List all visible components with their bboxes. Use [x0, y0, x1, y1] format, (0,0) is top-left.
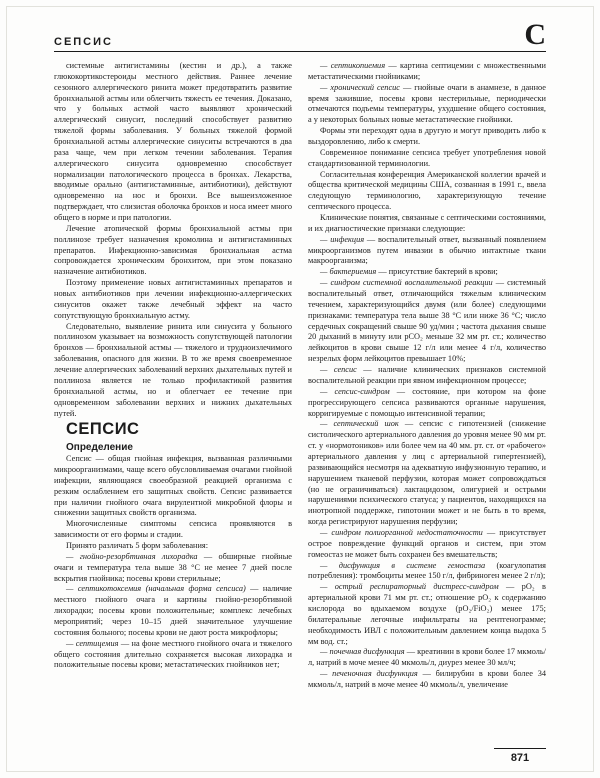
- list-item-body: (коагулопатия потребления): тромбоциты менее 150 г/л, фибриноген менее 2 г/л);: [308, 560, 546, 581]
- list-item: [308, 235, 546, 268]
- list-item-term: — острый респираторный дистресс-синдром: [320, 582, 499, 592]
- list-item: [54, 552, 292, 585]
- paragraph: Сепсис — общая гнойная инфекция, вызванная различными микроорганизмами, чаще всего обусловливаемая очагами гнойной инфекции, являющаяся своеобразной реакцией организма с резким ослаблением его защитных свойств. Сепсис развивается при наличии гнойного очага вирулентной микробной флоры и снижении защитных свойств организма.: [54, 454, 292, 518]
- list-item-body: — обширные гнойные очаги и температура тела выше 38 °С не менее 7 дней после вскрытия гнойника; посевы крови стерильные;: [54, 551, 292, 583]
- list-item-body: — системный воспалительный ответ, отличающийся тяжелым клиническим течением, характеризующийся двумя (или более) следующими признаками: температура тела выше 38 °С или ниже 36 °С; число сердечных сокращений свыше 90 уд/мин ; частота дыхания свыше 20 дыханий в минуту или рСО₂ меньше 32 мм рт. ст.; количество лейкоцитов в крови свыше 12 г/л или менее 4 г/л, количество незрелых форм лейкоцитов превышает 10%;: [308, 278, 546, 364]
- list-item: [308, 419, 546, 528]
- running-title: СЕПСИС: [54, 36, 113, 48]
- list-item: [308, 528, 546, 561]
- list-item-term: — бактериемия: [320, 267, 377, 277]
- paragraph: Современное понимание сепсиса требует употребления новой стандартизованной терминологии.: [308, 147, 546, 168]
- list-item-body: — билирубин в крови более 34 мкмоль/л, натрий в моче менее 40 мкмоль/л, увеличение: [308, 669, 546, 689]
- list-item: [308, 83, 546, 126]
- list-item: [54, 639, 292, 672]
- list-item-body: — состояние, при котором на фоне прогрессирующего сепсиса развиваются органные нарушения, корригируемые с помощью интенсивной терапии;: [308, 386, 546, 418]
- list-item-body: — гнойные очаги в анамнезе, в данное время зажившие, посевы крови нестерильные, периодически отмечаются подъемы температуры, ухудшение общего состояния, а у некоторых больных новые метастатические гнойники.: [308, 82, 546, 125]
- list-item: [308, 267, 546, 278]
- paragraph: Следовательно, выявление ринита или синусита у больного поллинозом указывает на возможность сопутствующей патологии бронхов — бронхиальной астмы — тяжелого и трудноизлечимого заболевания, опасного для жизни. В то же время своевременное лечение аллергических заболеваний верхних дыхательных путей и поллиноза является не только профилактикой развития бронхиальной астмы, но и облегчает ее течение при одновременном заболевании верхних и нижних дыхательных путей.: [54, 321, 292, 418]
- paragraph: Согласительная конференция Американской коллегии врачей и общества критической медицины США, созванная в 1991 г., ввела следующую терминологию, характеризующую течение септического процесса.: [308, 169, 546, 212]
- list-item: [54, 584, 292, 638]
- list-item-body: — наличие клинических признаков системной воспалительной реакции при явном инфекционном процессе;: [308, 365, 546, 385]
- paragraph: Принято различать 5 форм заболевания:: [66, 540, 209, 550]
- list-item-term: — синдром полиорганной недостаточности: [320, 527, 483, 537]
- list-item-body: — рО₂ в артериальной крови 71 мм рт. ст.; отношение рО₂ к содержанию кислорода во вдыхаемом воздухе (рО₂/FiО₂) менее 175; билатеральные легочные инфильтраты на рентгенограмме; необходимость ИВЛ с положительным давлением конца выдоха 5 мм вод. ст.;: [308, 582, 546, 646]
- list-item-body: — сепсис с гипотензией (снижение систолического артериального давления до уровня менее 90 мм рт. ст. у «нормотоников» или более чем на 40 мм. рт. ст. от «рабочего» артериального давления у лиц с артериальной гипертензией), развивающийся несмотря на адекватную инфузионную терапию, и нарушением тканевой перфузии, которая может сопровождаться (но не ограничиваться) лактацидозом, олигурией и острыми нарушениями психического статуса; у пациентов, находящихся на инотропной поддержке, гипотонии может и не быть в то время, когда регистрируют нарушения перфузии;: [308, 419, 546, 527]
- page-number: 871: [494, 748, 546, 764]
- list-item: [308, 387, 546, 420]
- list-item: [308, 647, 546, 669]
- list-item-term: — гнойно-резорбтивная лихорадка: [66, 551, 198, 561]
- list-item-term: — сепсис: [320, 365, 357, 375]
- paragraph: Лечение атопической формы бронхиальной астмы при поллинозе требует назначения кромолина и антигистаминных препаратов. Инфекционно-зависимая бронхиальная астма сопровождается хроническим бронхитом, при этом показано назначение антибиотиков.: [54, 223, 292, 277]
- right-column: [308, 61, 546, 691]
- list-item-body: — воспалительный ответ, вызванный появлением микроорганизмов путем инвазии в обычно интактные ткани макроорганизма;: [308, 234, 546, 266]
- list-item-term: — почечная дисфункция: [320, 647, 405, 657]
- text-columns: [0, 52, 600, 691]
- list-item-term: — сепсис-синдром: [320, 386, 390, 396]
- list-item-body: — на фоне местного гнойного очага и тяжелого общего состояния длительно сохраняется высокая лихорадка и положительные посевы крови; метастатических гнойников нет;: [54, 638, 292, 670]
- list-item-term: — дисфункция в системе гемостаза: [320, 560, 486, 570]
- paragraph: Поэтому применение новых антигистаминных препаратов и новых антибиотиков при лечении инфекционно-аллергических синуситов окажет также лечебный эффект на часто сопутствующую бронхиальную астму.: [54, 278, 292, 320]
- list-item: [308, 278, 546, 365]
- list-item-term: — инфекция: [320, 234, 365, 244]
- list-item-body: — присутствие бактерий в крови;: [376, 267, 498, 277]
- paragraph: системные антигистамины (кестин и др.), а также глюкокортикостероиды местного действия. Раннее лечение сезонного аллергического ринита может предотвратить развитие бронхиальной астмы или облегчить тяжесть ее течения. Доказано, что у больных астмой часто выявляют хронический аллергический синусит, последний способствует развитию тяжелой формы заболевания. У больных тяжелой формой бронхиальной астмы аллергические синуситы встречаются в два раза чаще, чем при легком течении заболевания. Терапия аллергического синусита одновременно способствует нормализации патологического процесса в бронхах. Лекарства, вводимые орально (антигистаминные, антибиотики), действуют одновременно на нос и бронхи. Все вышеизложенное подтверждает, что слизистая оболочка бронхов и носа имеет много общего в норме и при патологии.: [54, 61, 292, 223]
- list-item: [308, 582, 546, 647]
- list-item-body: — картина септицемии с множественными метастатическими гнойниками;: [308, 61, 546, 81]
- list-item: [308, 561, 546, 583]
- list-item-body: — наличие местного гнойного очага и картины гнойно-резорбтивной лихорадки; посевы крови положительные; комплекс лечебных мероприятий; через 10–15 дней значительное улучшение состояния больного; посевы крови не дают роста микрофлоры;: [54, 584, 292, 637]
- paragraph: Многочисленные симптомы сепсиса проявляются в зависимости от его формы и стадии.: [54, 519, 292, 540]
- left-column: [54, 61, 292, 691]
- list-item-term: — печеночная дисфункция: [320, 669, 418, 679]
- list-item-body: — присутствует острое повреждение функций органов и систем, при этом гомеостаз не может быть сохранен без вмешательств;: [308, 527, 546, 559]
- section-letter: С: [524, 18, 546, 51]
- subsection-title: Определение: [66, 441, 133, 453]
- list-item-term: — септицемия: [66, 638, 119, 648]
- list-item-term: — синдром системной воспалительной реакции: [320, 278, 493, 288]
- list-item: [308, 669, 546, 691]
- list-item-term: — септикотоксемия (начальная форма сепсиса): [66, 584, 246, 594]
- list-item: [308, 365, 546, 387]
- list-item-term: — септикопиемия: [320, 61, 386, 70]
- list-item-body: — креатинин в крови более 17 мкмоль/л, натрий в моче менее 40 мкмоль/л, диурез менее 30 мл/ч;: [308, 647, 546, 668]
- page-header: [0, 0, 600, 51]
- section-title: СЕПСИС: [66, 420, 140, 439]
- paragraph: Формы эти переходят одна в другую и могут приводить либо к выздоровлению, либо к смерти.: [308, 126, 546, 147]
- list-item-term: — хронический сепсис: [320, 82, 400, 92]
- list-item: [308, 61, 546, 83]
- list-item-term: — септический шок: [320, 419, 399, 429]
- page-footer: [494, 748, 546, 764]
- paragraph: Клинические понятия, связанные с септическими состояниями, и их диагностические признаки следующие:: [308, 213, 546, 233]
